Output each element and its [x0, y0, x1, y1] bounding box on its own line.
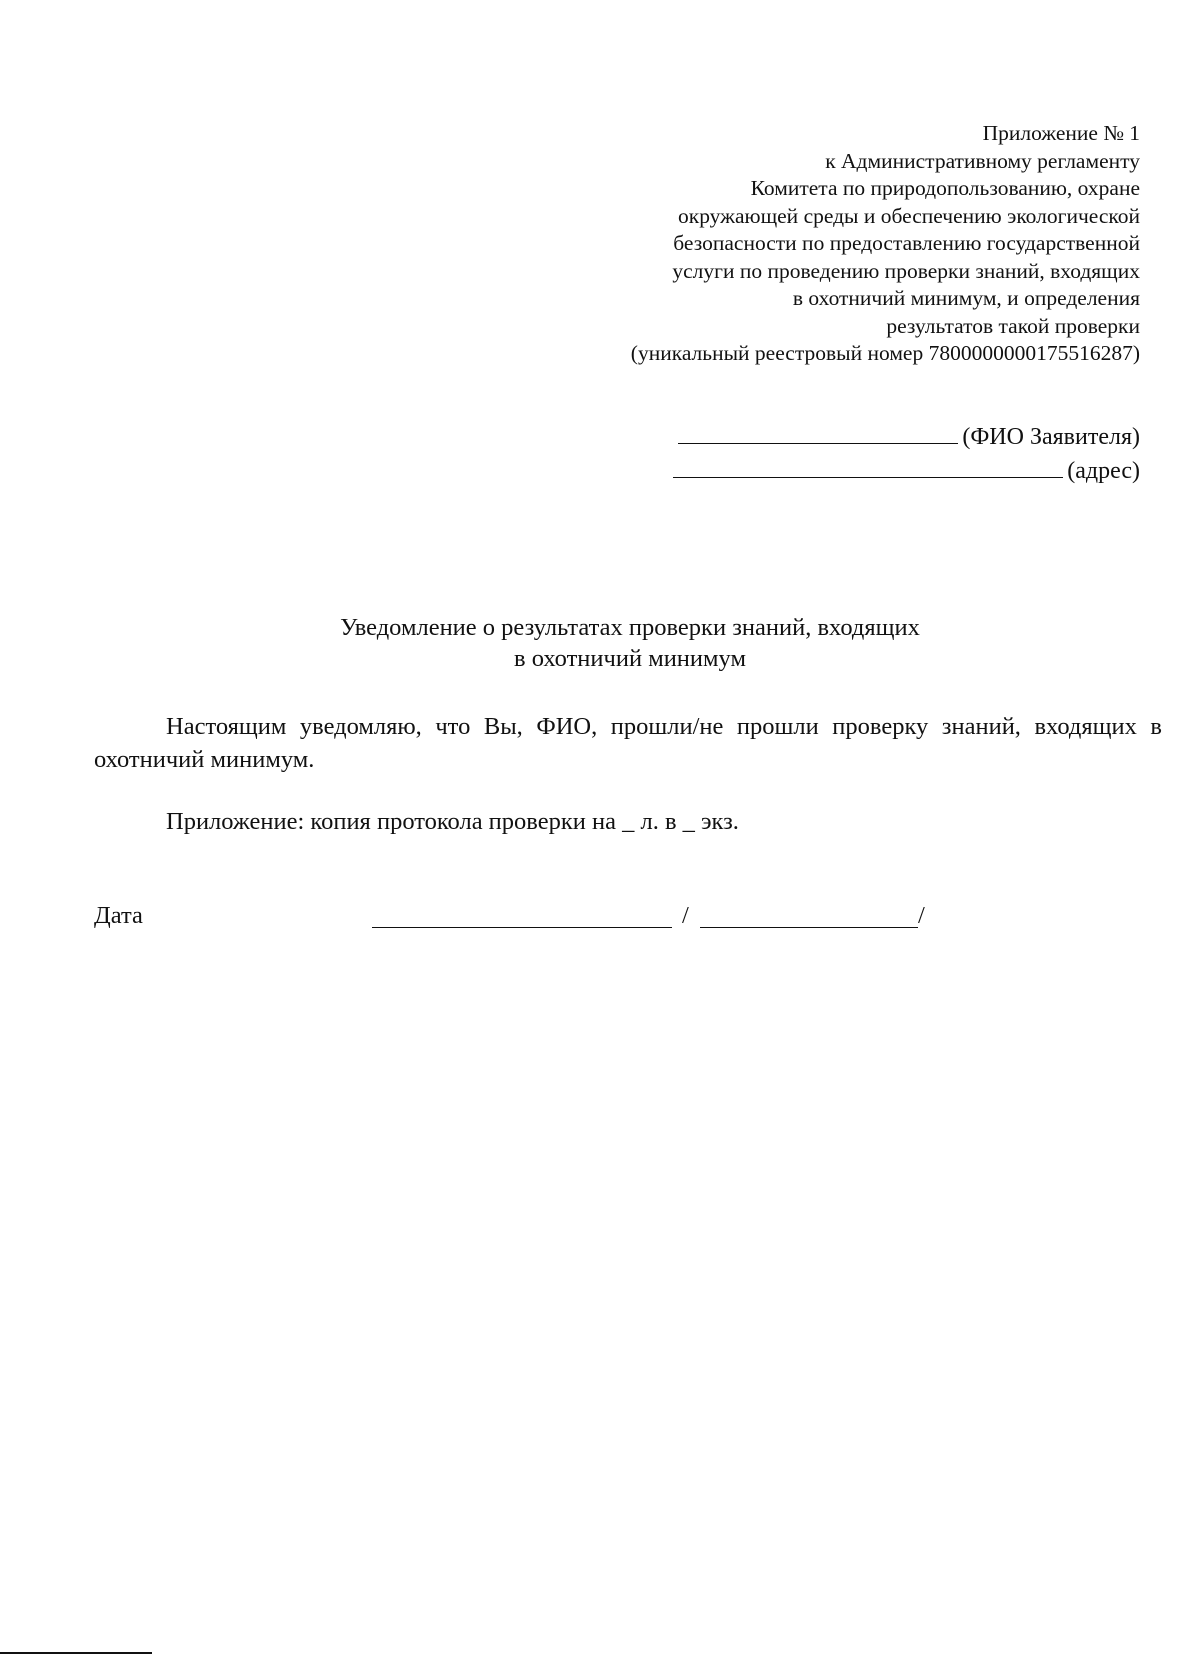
appendix-line: Комитета по природопользованию, охране: [750, 176, 1140, 200]
notification-paragraph: Настоящим уведомляю, что Вы, ФИО, прошли/не прошли проверку знаний, входящих в охотничий минимум.: [94, 713, 1162, 773]
appendix-line: окружающей среды и обеспечению экологической: [678, 203, 1140, 228]
signature-blank: [372, 927, 672, 928]
appendix-line: к Административному регламенту: [825, 148, 1140, 173]
signature-name-blank: [700, 927, 918, 928]
appendix-line: (уникальный реестровый номер 7800000000175516287): [630, 341, 1140, 365]
signature-separator: /: [682, 902, 689, 929]
recipient-block: [580, 420, 1140, 488]
applicant-address-label: (адрес): [1067, 458, 1140, 484]
appendix-line: Приложение № 1: [982, 121, 1140, 145]
appendix-line: безопасности по предоставлению государственной: [673, 231, 1140, 255]
title-line-2: в охотничий минимум: [514, 645, 746, 672]
date-label: Дата: [94, 902, 143, 929]
appendix-header: [500, 120, 1140, 368]
applicant-address-blank: [673, 455, 1063, 478]
signature-separator-end: /: [918, 902, 925, 929]
attachment-paragraph: Приложение: копия протокола проверки на _ л. в _ экз.: [166, 808, 739, 835]
applicant-name-row: [580, 420, 1140, 454]
title-line-1: Уведомление о результатах проверки знаний, входящих: [340, 614, 920, 641]
applicant-name-label: (ФИО Заявителя): [962, 424, 1140, 450]
appendix-line: результатов такой проверки: [886, 313, 1140, 338]
applicant-name-blank: [678, 421, 958, 444]
appendix-line: в охотничий минимум, и определения: [792, 286, 1140, 310]
footnote-rule: [0, 1652, 152, 1654]
applicant-address-row: [580, 454, 1140, 488]
document-title: [0, 612, 1200, 674]
appendix-line: услуги по проведению проверки знаний, входящих: [672, 258, 1140, 283]
